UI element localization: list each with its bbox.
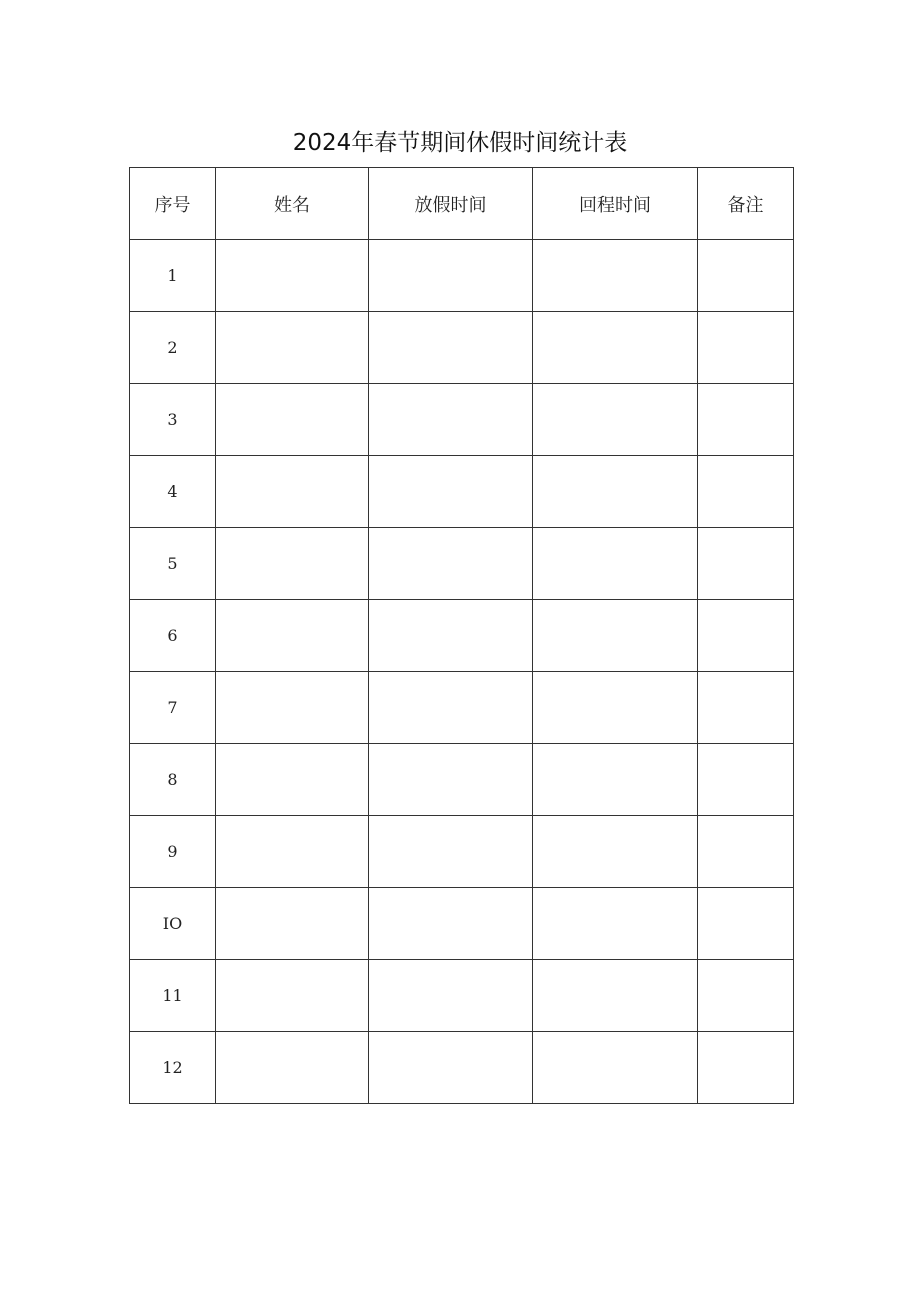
name-cell[interactable] [216, 816, 369, 888]
remarks-cell[interactable] [698, 1032, 794, 1104]
return-time-cell[interactable] [533, 456, 698, 528]
header-leave-time: 放假时间 [369, 168, 533, 240]
row-number: 5 [130, 528, 216, 600]
row-number: IO [130, 888, 216, 960]
row-number: 6 [130, 600, 216, 672]
table-row [130, 240, 794, 312]
table-row [130, 816, 794, 888]
remarks-cell[interactable] [698, 240, 794, 312]
name-cell[interactable] [216, 240, 369, 312]
leave-time-cell[interactable] [369, 960, 533, 1032]
leave-time-cell[interactable] [369, 816, 533, 888]
table-header-row [130, 168, 794, 240]
remarks-cell[interactable] [698, 528, 794, 600]
table-row [130, 744, 794, 816]
return-time-cell[interactable] [533, 960, 698, 1032]
leave-time-cell[interactable] [369, 528, 533, 600]
name-cell[interactable] [216, 600, 369, 672]
remarks-cell[interactable] [698, 384, 794, 456]
row-number: 7 [130, 672, 216, 744]
row-number: 9 [130, 816, 216, 888]
table-row [130, 1032, 794, 1104]
leave-time-cell[interactable] [369, 744, 533, 816]
name-cell[interactable] [216, 384, 369, 456]
table-row [130, 888, 794, 960]
header-name: 姓名 [216, 168, 369, 240]
remarks-cell[interactable] [698, 960, 794, 1032]
leave-time-cell[interactable] [369, 672, 533, 744]
leave-time-cell[interactable] [369, 312, 533, 384]
header-return-time: 回程时间 [533, 168, 698, 240]
name-cell[interactable] [216, 528, 369, 600]
name-cell[interactable] [216, 960, 369, 1032]
remarks-cell[interactable] [698, 888, 794, 960]
name-cell[interactable] [216, 312, 369, 384]
row-number: 12 [130, 1032, 216, 1104]
return-time-cell[interactable] [533, 240, 698, 312]
remarks-cell[interactable] [698, 456, 794, 528]
return-time-cell[interactable] [533, 384, 698, 456]
remarks-cell[interactable] [698, 816, 794, 888]
remarks-cell[interactable] [698, 600, 794, 672]
name-cell[interactable] [216, 1032, 369, 1104]
remarks-cell[interactable] [698, 744, 794, 816]
name-cell[interactable] [216, 888, 369, 960]
row-number: 3 [130, 384, 216, 456]
table-row [130, 960, 794, 1032]
row-number: 1 [130, 240, 216, 312]
table-row [130, 312, 794, 384]
return-time-cell[interactable] [533, 528, 698, 600]
row-number: 4 [130, 456, 216, 528]
leave-time-cell[interactable] [369, 600, 533, 672]
table-row [130, 528, 794, 600]
return-time-cell[interactable] [533, 888, 698, 960]
remarks-cell[interactable] [698, 312, 794, 384]
name-cell[interactable] [216, 744, 369, 816]
table-row [130, 600, 794, 672]
return-time-cell[interactable] [533, 816, 698, 888]
header-serial-number: 序号 [130, 168, 216, 240]
header-remarks: 备注 [698, 168, 794, 240]
leave-time-cell[interactable] [369, 240, 533, 312]
leave-time-cell[interactable] [369, 1032, 533, 1104]
leave-time-cell[interactable] [369, 384, 533, 456]
vacation-table [129, 167, 794, 1104]
return-time-cell[interactable] [533, 312, 698, 384]
row-number: 11 [130, 960, 216, 1032]
name-cell[interactable] [216, 456, 369, 528]
table-row [130, 456, 794, 528]
name-cell[interactable] [216, 672, 369, 744]
remarks-cell[interactable] [698, 672, 794, 744]
return-time-cell[interactable] [533, 600, 698, 672]
table-row [130, 672, 794, 744]
return-time-cell[interactable] [533, 744, 698, 816]
page-title: 2024年春节期间休假时间统计表 [292, 130, 628, 156]
return-time-cell[interactable] [533, 1032, 698, 1104]
row-number: 2 [130, 312, 216, 384]
table-row [130, 384, 794, 456]
row-number: 8 [130, 744, 216, 816]
return-time-cell[interactable] [533, 672, 698, 744]
leave-time-cell[interactable] [369, 888, 533, 960]
leave-time-cell[interactable] [369, 456, 533, 528]
